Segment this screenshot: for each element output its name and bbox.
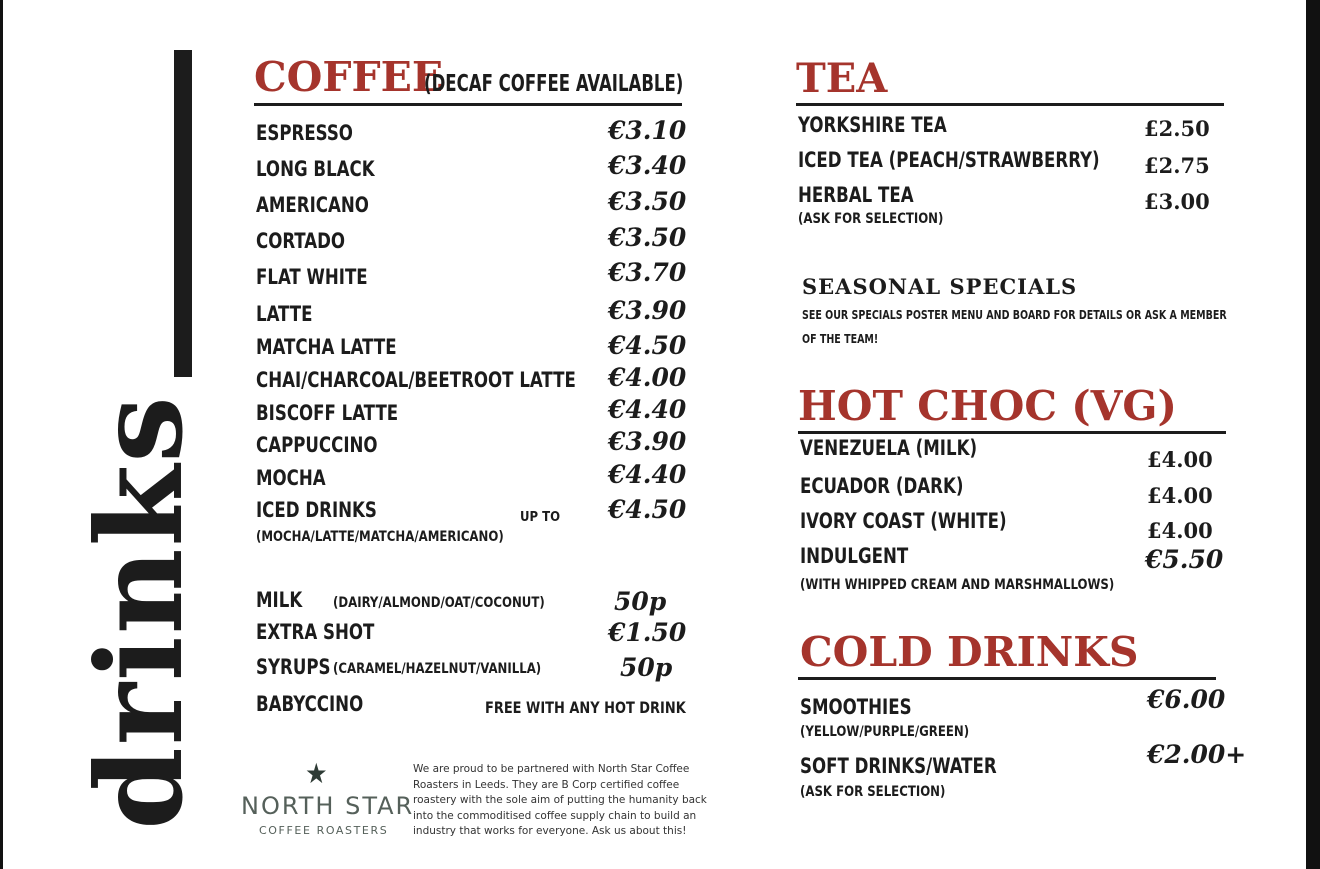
tea-rule (796, 103, 1224, 106)
coffee-item-name: MATCHA LATTE (256, 335, 397, 359)
coffee-item-price: €3.50 (608, 187, 687, 216)
tea-item-sub: (ASK FOR SELECTION) (798, 211, 944, 227)
sidebar-bar (174, 50, 192, 377)
cold-drinks-item-name: SMOOTHIES (800, 695, 912, 719)
coffee-item-name: CHAI/CHARCOAL/BEETROOT LATTE (256, 368, 576, 392)
extra-item-detail: (DAIRY/ALMOND/OAT/COCONUT) (333, 595, 545, 611)
hot-choc-item-price: €5.50 (1145, 545, 1224, 574)
hot-choc-item-name: IVORY COAST (WHITE) (800, 509, 1007, 533)
frame-right-border (1306, 0, 1320, 869)
tea-item-name: YORKSHIRE TEA (798, 113, 947, 137)
extra-item-name: MILK (256, 588, 303, 612)
coffee-item-name: AMERICANO (256, 193, 369, 217)
cold-drinks-item-price: €2.00+ (1147, 740, 1247, 769)
coffee-item-qualifier: UP TO (520, 510, 561, 525)
hot-choc-rule (798, 431, 1226, 434)
cold-drinks-item-sub: (ASK FOR SELECTION) (800, 784, 946, 800)
coffee-item-price: €3.90 (608, 296, 687, 325)
tea-item-price: £2.75 (1144, 153, 1210, 178)
tea-item-price: £2.50 (1144, 116, 1210, 141)
coffee-item-price: €3.70 (608, 258, 687, 287)
hot-choc-item-price: £4.00 (1147, 518, 1213, 543)
extra-item-price: 50p (614, 587, 667, 616)
tea-item-name: HERBAL TEA (798, 183, 914, 207)
coffee-item-name: CAPPUCCINO (256, 433, 378, 457)
hot-choc-item-sub: (WITH WHIPPED CREAM AND MARSHMALLOWS) (800, 577, 1115, 593)
specials-text-line1: SEE OUR SPECIALS POSTER MENU AND BOARD FOR DETAILS OR ASK A MEMBER (802, 308, 1227, 322)
coffee-item-name: ESPRESSO (256, 121, 353, 145)
specials-heading: SEASONAL SPECIALS (802, 274, 1078, 299)
partner-brand-subtitle: COFFEE ROASTERS (259, 824, 389, 837)
hot-choc-item-name: ECUADOR (DARK) (800, 474, 964, 498)
extra-item-price: €1.50 (608, 618, 687, 647)
coffee-item-price: €3.10 (608, 116, 687, 145)
specials-text-line2: OF THE TEAM! (802, 332, 879, 346)
coffee-item-name: LONG BLACK (256, 157, 375, 181)
partner-brand-name: NORTH STAR (241, 792, 415, 820)
hot-choc-item-price: £4.00 (1147, 447, 1213, 472)
extra-item-price: 50p (620, 653, 673, 682)
coffee-item-sub: (MOCHA/LATTE/MATCHA/AMERICANO) (256, 529, 504, 545)
extra-item-name: EXTRA SHOT (256, 620, 375, 644)
cold-drinks-item-name: SOFT DRINKS/WATER (800, 754, 997, 778)
hot-choc-item-name: INDULGENT (800, 544, 909, 568)
tea-item-name: ICED TEA (PEACH/STRAWBERRY) (798, 148, 1100, 172)
coffee-item-price: €4.50 (608, 331, 687, 360)
partner-description: We are proud to be partnered with North Star Coffee Roasters in Leeds. They are B Corp certified coffee roastery with the sole aim of putting the humanity back into the commoditised coffee supply chain to build an industry that works for everyone. Ask us about this! (413, 763, 707, 837)
coffee-item-name: CORTADO (256, 229, 346, 253)
tea-item-price: £3.00 (1144, 189, 1210, 214)
tea-heading: TEA (796, 55, 888, 102)
hot-choc-heading: HOT CHOC (VG) (798, 382, 1177, 430)
extra-item-detail: (CARAMEL/HAZELNUT/VANILLA) (333, 661, 542, 677)
hot-choc-item-price: £4.00 (1147, 483, 1213, 508)
cold-drinks-item-sub: (YELLOW/PURPLE/GREEN) (800, 724, 970, 740)
coffee-item-name: BISCOFF LATTE (256, 401, 399, 425)
extra-item-price: FREE WITH ANY HOT DRINK (485, 698, 686, 717)
coffee-item-price: €3.90 (608, 427, 687, 456)
frame-left-border (0, 0, 3, 869)
coffee-item-name: ICED DRINKS (256, 498, 377, 522)
coffee-item-price: €4.50 (608, 495, 687, 524)
coffee-heading: COFFEE (254, 53, 444, 101)
extra-item-name: SYRUPS (256, 655, 331, 679)
star-icon: ★ (305, 757, 328, 790)
coffee-item-name: FLAT WHITE (256, 265, 368, 289)
coffee-item-price: €4.40 (608, 460, 687, 489)
coffee-item-name: MOCHA (256, 466, 326, 490)
coffee-item-price: €4.00 (608, 363, 687, 392)
coffee-rule (254, 103, 682, 106)
coffee-item-price: €4.40 (608, 395, 687, 424)
cold-drinks-rule (798, 677, 1216, 680)
coffee-decaf-note: (DECAF COFFEE AVAILABLE) (424, 71, 684, 97)
cold-drinks-heading: COLD DRINKS (800, 628, 1139, 676)
coffee-item-price: €3.50 (608, 223, 687, 252)
hot-choc-item-name: VENEZUELA (MILK) (800, 436, 978, 460)
coffee-item-name: LATTE (256, 302, 313, 326)
cold-drinks-item-price: €6.00 (1147, 685, 1226, 714)
extra-item-name: BABYCCINO (256, 692, 364, 716)
coffee-item-price: €3.40 (608, 151, 687, 180)
sidebar-title: drinks (70, 394, 209, 830)
